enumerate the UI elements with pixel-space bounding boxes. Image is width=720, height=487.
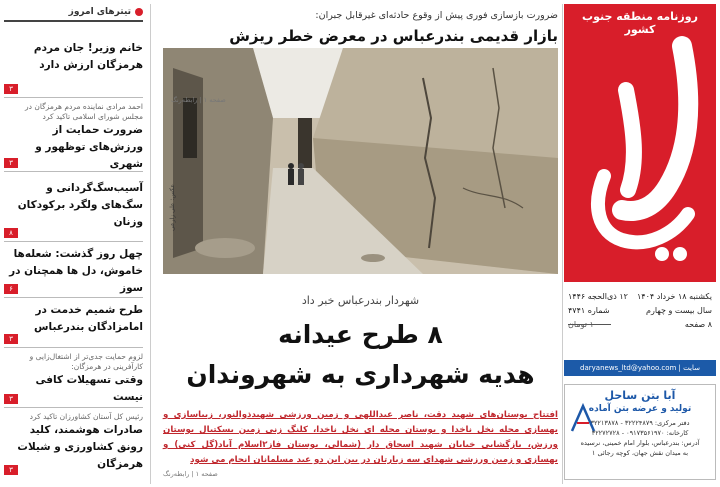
page-badge: ۸ — [4, 228, 18, 238]
date-hijri: ۱۲ ذی‌الحجه ۱۴۴۶ — [568, 292, 628, 301]
sidebar-story[interactable] — [4, 102, 143, 172]
lead-photo[interactable] — [163, 48, 558, 274]
website-bar[interactable]: daryanews_ltd@yahoo.com | سایت الکترونیکی — [564, 360, 716, 376]
page-badge: ۳ — [4, 465, 18, 475]
masthead-tagline: روزنامه منطقه جنوب کشور — [582, 10, 698, 36]
advertisement[interactable] — [564, 384, 716, 480]
sidebar-story[interactable] — [4, 302, 143, 348]
issue-number: شماره ۴۷۴۱ — [568, 306, 610, 315]
ad-line: کارخانه: ۰۹۱۷۳۵۶۱۹۷۰ - ۳۲۲۷۲۷۲۸ — [591, 429, 689, 437]
sidebar-header-label: تیترهای امروز — [68, 7, 131, 17]
column-divider — [150, 4, 151, 484]
story-pre: احمد مرادی نماینده مردم هرمزگان در مجلس شورای اسلامی تاکید کرد — [24, 102, 143, 121]
story-headline: صادرات هوشمند، کلید رونق کشاورزی و شیلات هرمزگان — [17, 424, 143, 470]
story-headline: آسیب‌سگ‌گردانی و سگ‌های ولگرد برکودکان وزنان — [17, 182, 143, 228]
date-persian: یکشنبه ۱۸ خرداد ۱۴۰۴ — [636, 292, 712, 301]
price: ۱۰۰۰۰ تومان — [568, 320, 611, 329]
sidebar-story[interactable] — [4, 352, 143, 408]
ad-title: آبا بتن ساحل — [604, 389, 676, 402]
story-headline: وقتی تسهیلات کافی نیست — [35, 374, 143, 403]
story-pre: رئیس کل آستان کشاورزان تاکید کرد — [29, 412, 143, 421]
page-count: ۸ صفحه — [684, 320, 712, 329]
page-badge: ۳ — [4, 84, 18, 94]
sidebar-story[interactable] — [4, 412, 143, 478]
column-divider — [562, 4, 563, 484]
sidebar-story[interactable] — [4, 176, 143, 242]
sidebar-header — [4, 4, 143, 22]
sidebar — [4, 4, 143, 484]
masthead-red-panel — [564, 4, 716, 282]
ad-subtitle: تولید و عرضه بتن آماده — [588, 404, 692, 414]
ad-line: دفتر مرکزی: ۳۲۲۲۴۸۷۹ - ۳۲۲۱۳۸۷۸ — [590, 419, 690, 427]
main-headline-line-1[interactable]: ۸ طرح عیدانه — [278, 320, 443, 349]
photo-credit: عکس: علی زارعی — [169, 184, 176, 231]
lead-kicker: ضرورت بازسازی فوری پیش از وقوع حادثه‌ای غیرقابل جبران: — [315, 10, 558, 21]
story-pre: لزوم حمایت جدی‌تر از اشتغال‌زایی و کارآفرینی در هرمزگان: — [29, 352, 143, 371]
story-headline: چهل روز گذشت: شعله‌ها خاموش، دل ها همچنان در سوز — [9, 248, 143, 294]
page-badge: ۶ — [4, 284, 18, 294]
page-badge: ۳ — [4, 334, 18, 344]
story-headline: خانم وزیر! جان مردم هرمزگان ارزش دارد — [33, 42, 143, 71]
ad-line: به میدان نقش جهان، کوچه رجائی ۱ — [591, 449, 689, 457]
main-kicker: شهردار بندرعباس خبر داد — [301, 294, 420, 307]
bullet-icon — [135, 8, 143, 16]
darya-logo — [564, 26, 716, 276]
story-headline: طرح شمیم خدمت در امامزادگان بندرعباس — [34, 304, 143, 333]
lead-page-ref[interactable]: صفحه ۱ | رابطه‌رنگ — [171, 96, 226, 104]
main-headline-line-2[interactable]: هدیه شهرداری به شهروندان — [186, 360, 535, 389]
sidebar-story[interactable] — [4, 246, 143, 298]
ad-line: آدرس: بندرعباس، بلوار امام خمینی، نرسیده — [580, 439, 700, 447]
main-body-span: افتتاح بوستان‌های شهید دقت، ناصر عبداللهی و زمین ورزشی شهیدذوالنور، زیباسازی و بهسازی محله نخل ناخدا و بوستان محله ای نخل ناخدا، کلنگ زنی زمین بسکتبال بوستان ورزش، بازگشایی خیابان شهید اسحاق دار (شمالی، بوستان فاز۲اسلام آباد(گل کنی) و بهسازی و زمین ورزشی شهدای سه زیارتان در بین این دو عید مسلمانان انجام می شود — [163, 410, 558, 465]
bazaar-alley-photo — [163, 48, 558, 274]
lead-headline[interactable]: بازار قدیمی بندرعباس در معرض خطر ریزش — [229, 27, 558, 45]
main-page-ref[interactable]: صفحه ۱ | رابطه‌رنگ — [163, 470, 218, 478]
issue-info — [568, 290, 712, 332]
masthead — [564, 4, 716, 484]
aba-logo-icon — [570, 403, 596, 433]
main-column — [163, 4, 558, 484]
story-headline: ضرورت حمایت از ورزش‌های توظهور و شهری — [35, 124, 143, 170]
year-label: سال بیست و چهارم — [646, 306, 712, 315]
page-badge: ۳ — [4, 394, 18, 404]
sidebar-story[interactable] — [4, 26, 143, 98]
main-body-text — [163, 408, 558, 468]
page-badge: ۳ — [4, 158, 18, 168]
